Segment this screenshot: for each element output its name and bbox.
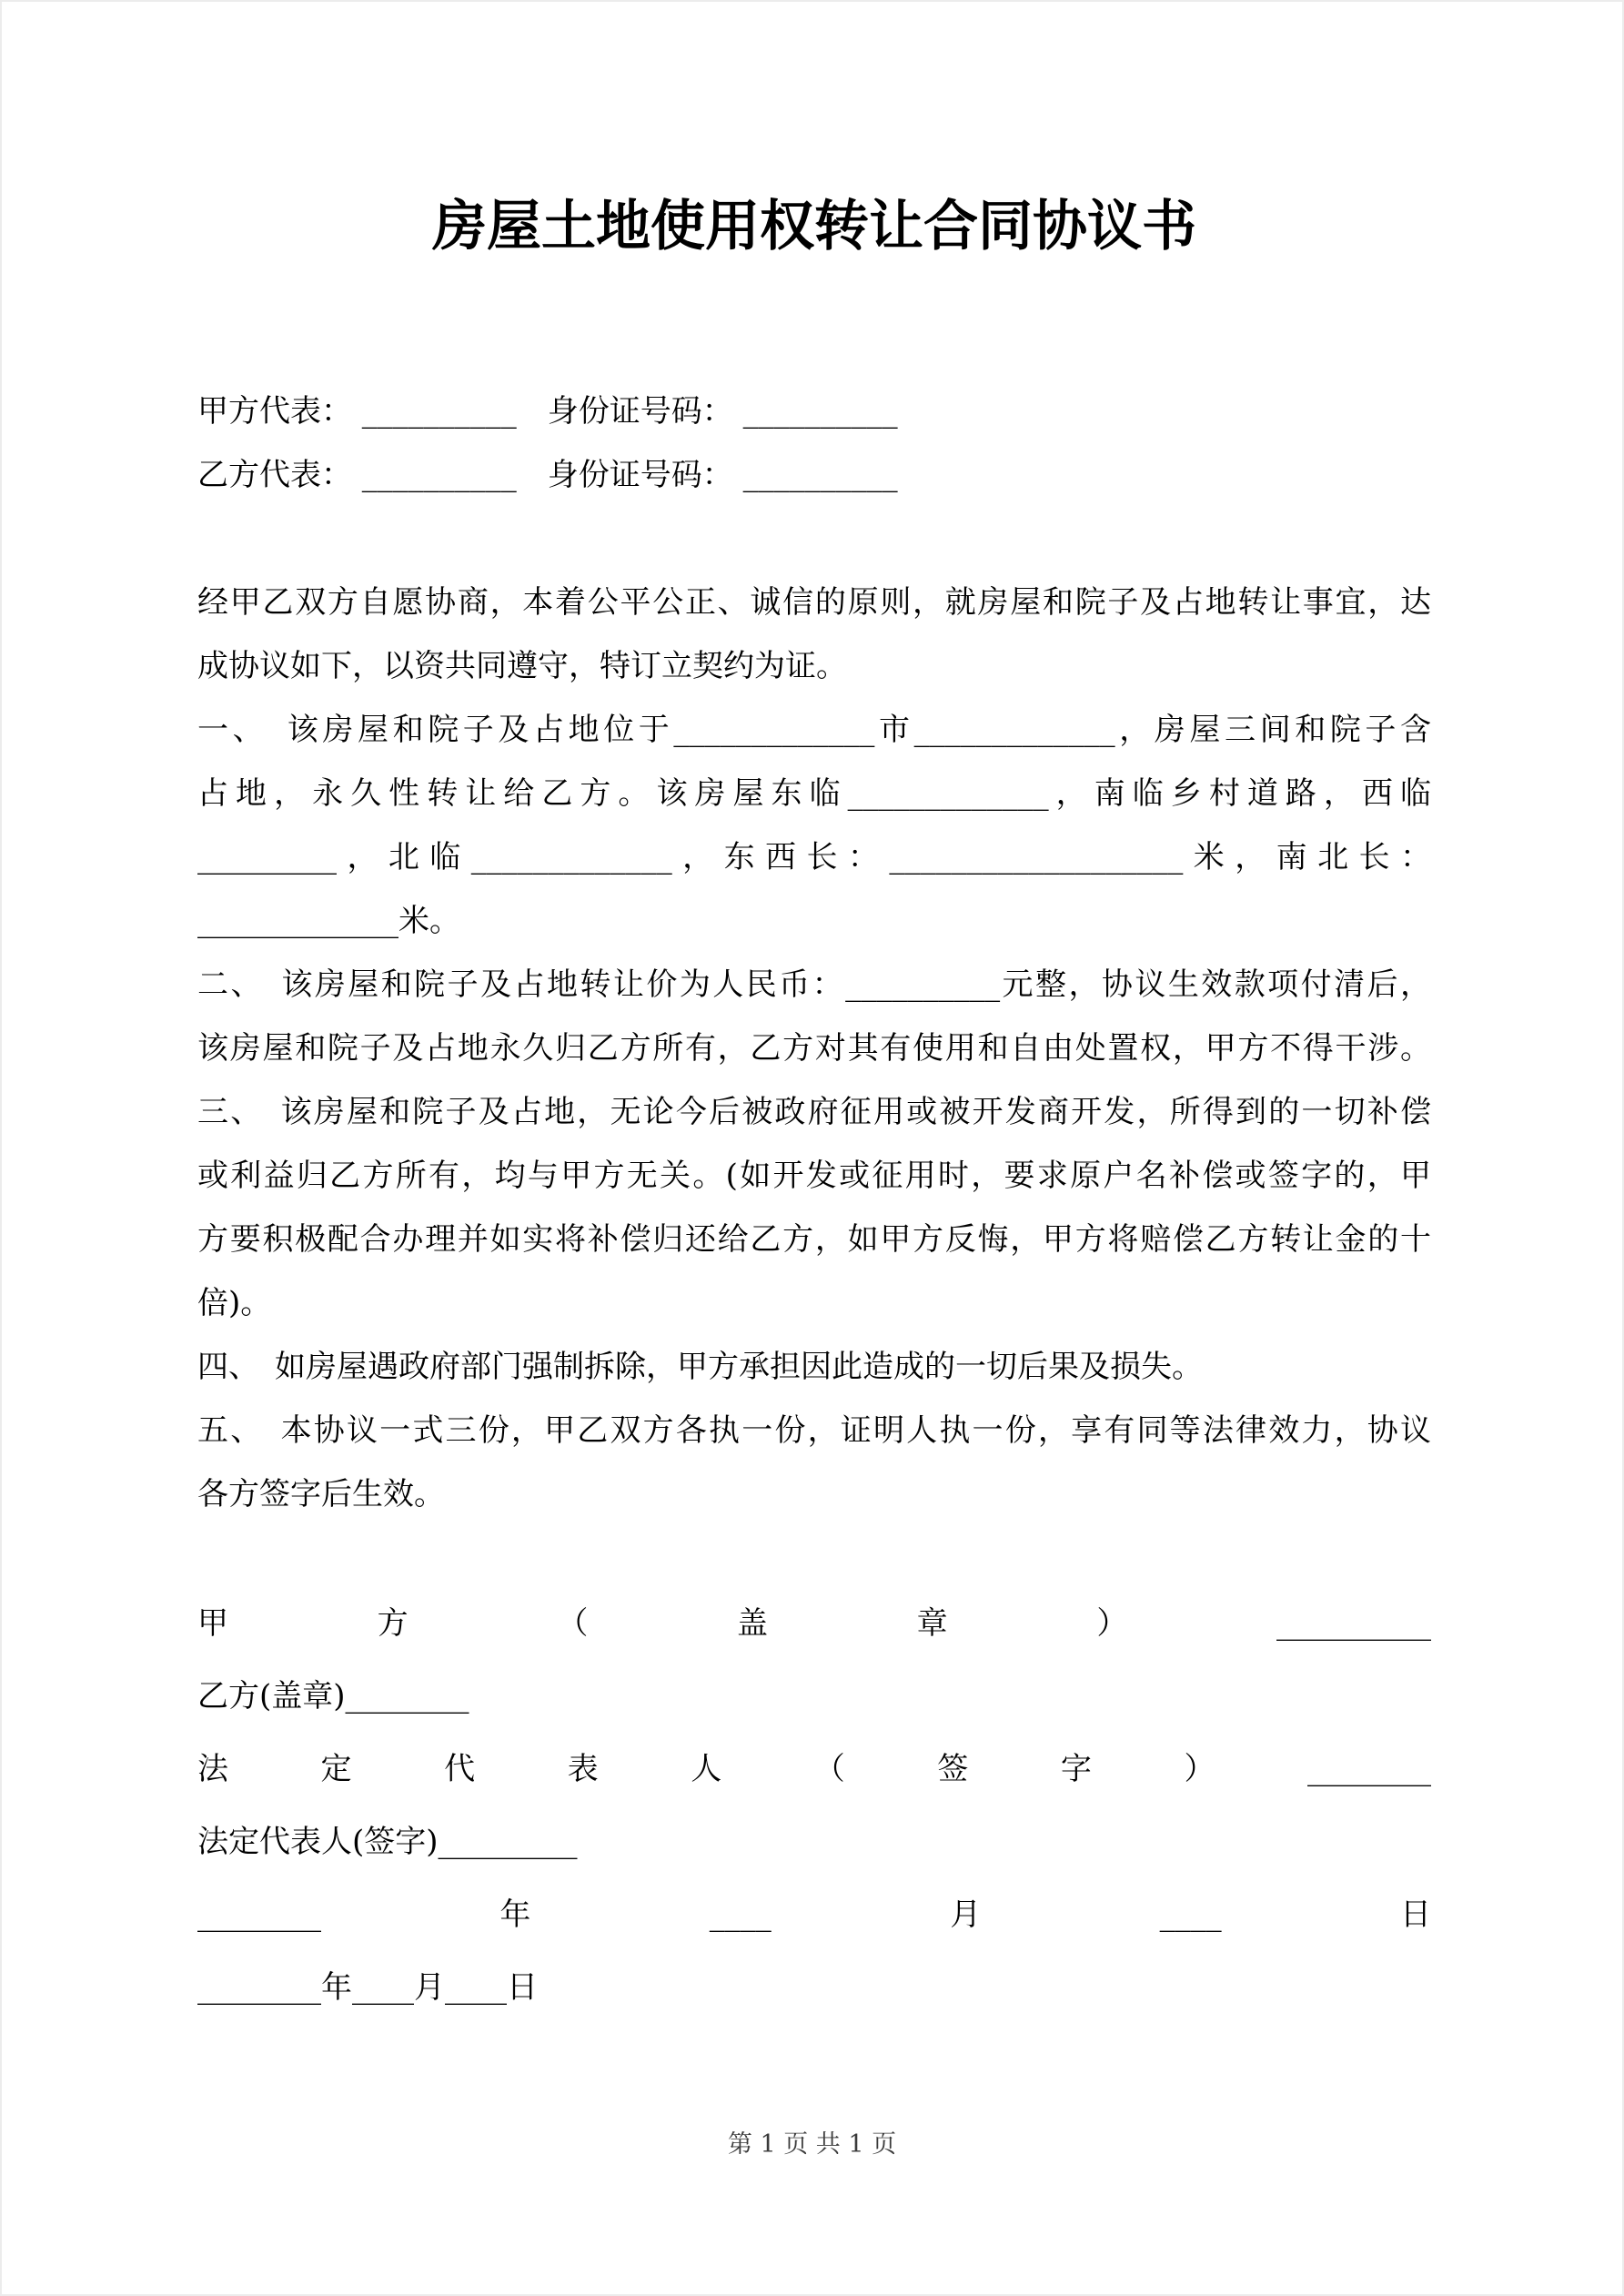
document-line: 法定代表人（签字）________ <box>197 1751 1431 1787</box>
document-line: ________年____月____日 <box>197 1896 1431 1933</box>
document-line: 经甲乙双方自愿协商，本着公平公正、诚信的原则，就房屋和院子及占地转让事宜，达 <box>197 584 1431 621</box>
document-line: 三、 该房屋和院子及占地，无论今后被政府征用或被开发商开发，所得到的一切补偿 <box>197 1094 1431 1130</box>
parties-section <box>197 379 1431 507</box>
document-line: 甲方（盖章）__________ <box>197 1605 1431 1642</box>
document-line: 倍)。 <box>197 1285 272 1321</box>
document-line: 或利益归乙方所有，均与甲方无关。(如开发或征用时，要求原户名补偿或签字的，甲 <box>197 1158 1431 1194</box>
document-line: ________年____月____日 <box>197 1969 538 2006</box>
document-line: _________，北临_____________，东西长：___________________米，南北长： <box>197 839 1431 875</box>
document-line: 该房屋和院子及占地永久归乙方所有，乙方对其有使用和自由处置权，甲方不得干涉。 <box>197 1030 1431 1067</box>
document-line: _____________米。 <box>197 903 460 939</box>
contract-clauses-section <box>197 571 1431 1526</box>
document-line: 占地，永久性转让给乙方。该房屋东临_____________，南临乡村道路，西临 <box>197 775 1431 812</box>
document-title: 房屋土地使用权转让合同协议书 <box>432 195 1196 258</box>
document-line: 乙方代表： __________ 身份证号码： __________ <box>197 457 898 493</box>
document-line: 二、 该房屋和院子及占地转让价为人民币：__________元整，协议生效款项付清后， <box>197 966 1431 1003</box>
document-line: 甲方代表： __________ 身份证号码： __________ <box>197 393 898 430</box>
signature-section <box>197 1587 1431 2024</box>
document-line: 四、 如房屋遇政府部门强制拆除，甲方承担因此造成的一切后果及损失。 <box>197 1349 1203 1385</box>
document-line: 乙方(盖章)________ <box>197 1678 469 1714</box>
document-line: 法定代表人(签字)_________ <box>197 1824 578 1860</box>
document-line: 五、 本协议一式三份，甲乙双方各执一份，证明人执一份，享有同等法律效力，协议 <box>197 1412 1431 1449</box>
document-line: 成协议如下，以资共同遵守，特订立契约为证。 <box>197 648 847 684</box>
document-content <box>2 188 1622 2024</box>
document-line: 各方签字后生效。 <box>197 1476 445 1512</box>
page-number-footer: 第 1 页 共 1 页 <box>727 2130 897 2159</box>
document-line: 方要积极配合办理并如实将补偿归还给乙方，如甲方反悔，甲方将赔偿乙方转让金的十 <box>197 1221 1431 1258</box>
document-line: 一、 该房屋和院子及占地位于_____________市_____________，房屋三间和院子含 <box>197 712 1431 748</box>
